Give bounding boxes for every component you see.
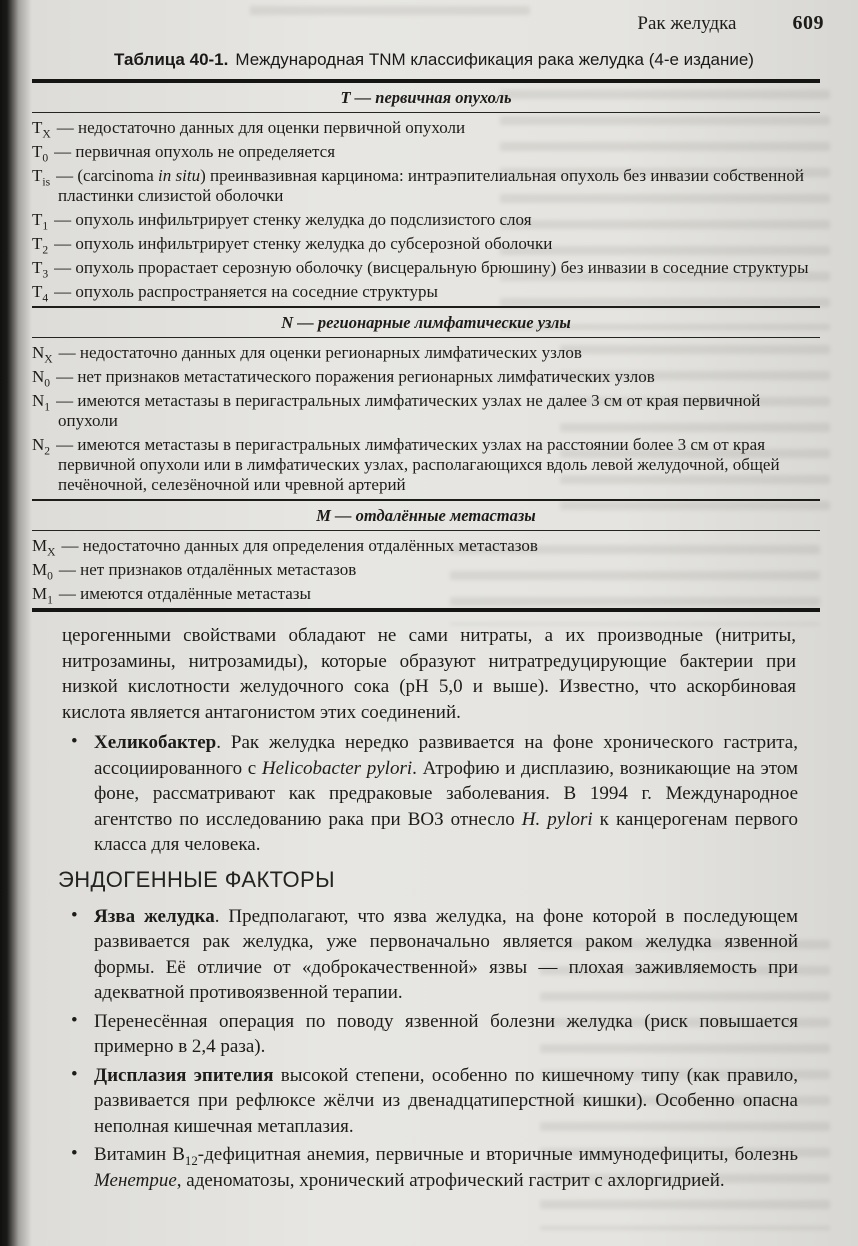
table-row [32,208,820,232]
table-row [32,256,820,280]
row-text: — имеются метастазы в перигастральных лимфатических узлах на расстоянии более 3 см от края первичной опухоли или в лимфатических узлах, располагающихся вдоль левой желудочной, общей печёночной, селезёночной или чревной артерий [56,435,780,494]
row-code: $N_0$ [32,367,51,390]
row-code: $Т_{is}$ [32,166,51,189]
scan-gutter-shadow [0,0,32,1246]
table-row [32,534,820,558]
row-code-subscript: 4 [42,291,49,305]
row-code-subscript: 1 [44,400,51,414]
row-code-subscript: 0 [44,376,51,390]
row-code-subscript: 1 [47,593,53,607]
section-rows [32,531,820,608]
row-text: — имеются метастазы в перигастральных лимфатических узлах не далее 3 см от края первичной опухоли [56,391,761,430]
row-text: — опухоль прорастает серозную оболочку (висцеральную брюшину) без инвазии в соседние структуры [54,258,809,277]
body-paragraph: церогенными свойствами обладают не сами нитраты, а их производные (нитриты, нитрозамины, нитрозамиды), которые образуют нитратредуцирующие бактерии при низкой кислотности желудочного сока (рН 5,0 и выше). Известно, что аскорбиновая кислота является антагонистом этих соединений. [62,625,796,723]
row-code-subscript: 2 [44,444,51,458]
list-item [68,1142,798,1193]
row-text: — опухоль распространяется на соседние структуры [54,282,438,301]
table-row [32,389,820,433]
section-heading-endogenous-factors: ЭНДОГЕННЫЕ ФАКТОРЫ [58,866,335,892]
table-row [32,164,820,208]
list-item-text: Перенесённая операция по поводу язвенной болезни желудка (риск повышается примерно в 2,4 раза). [94,1010,798,1057]
row-code: $Т_0$ [32,142,49,165]
exogenous-bullet-list [68,730,798,858]
table-section-m [32,499,820,608]
list-item-text: Язва желудка. Предполагают, что язва желудка, на фоне которой в последующем развивается рак желудка, уже первоначально является раком желудка язвенной формы. Её отличие от «доброкачественной» язвы — плохая заживляемость при адекватной противоязвенной терапии. [94,905,799,1003]
table-caption-text: Международная TNM классификация рака желудка (4-е издание) [235,50,754,69]
page-number: 609 [792,12,824,34]
row-code: $Т_4$ [32,282,49,305]
row-text: — недостаточно данных для оценки регионарных лимфатических узлов [58,343,582,362]
section-header-distant-metastases: М — отдалённые метастазы [32,501,820,531]
list-item-text: Дисплазия эпителия высокой степени, особенно по кишечному типу (как правило, развивается при рефлюксе жёлчи из двенадцатиперстной кишки). Особенно опасна неполная кишечная метаплазия. [94,1064,798,1137]
table-section-t [32,83,820,306]
row-code-subscript: 2 [42,243,49,257]
row-code: $М_X$ [32,536,56,559]
row-code-subscript: is [42,175,51,189]
row-text: — опухоль инфильтрирует стенку желудка до подслизистого слоя [54,210,532,229]
running-header [38,12,830,35]
table-row [32,232,820,256]
row-code: $М_1$ [32,584,53,607]
row-text: — нет признаков отдалённых метастазов [58,560,357,579]
row-text: — имеются отдалённые метастазы [58,584,311,603]
table-row [32,433,820,497]
row-code-subscript: 0 [42,151,49,165]
bullet-marker: • [71,1063,78,1085]
tnm-classification-table [32,79,820,612]
list-item-text: Витамин $В_{12}$-дефицитная анемия, первичные и вторичные иммунодефициты, болезнь Менетрие, аденоматозы, хронический атрофический гастрит с ахлоргидрией. [94,1144,798,1191]
row-text: — опухоль инфильтрирует стенку желудка до субсерозной оболочки [54,234,553,253]
row-code-subscript: X [47,545,56,559]
bullet-marker: • [71,904,78,926]
bullet-marker: • [71,1143,78,1164]
row-code-subscript: X [42,127,51,141]
page-content [32,0,830,1193]
row-code: $N_X$ [32,343,53,366]
row-code: $N_1$ [32,391,51,414]
list-item [68,730,798,858]
table-section-n [32,306,820,499]
row-code: $М_0$ [32,560,53,583]
row-code: $Т_X$ [32,118,51,141]
running-title: Рак желудка [637,13,737,34]
table-row [32,582,820,606]
row-code-subscript: 0 [47,569,53,583]
section-rows [32,338,820,499]
table-row [32,365,820,389]
row-code: $Т_2$ [32,234,49,257]
row-text: — первичная опухоль не определяется [54,142,336,161]
table-row [32,116,820,140]
table-caption-label: Таблица 40-1. [114,50,229,69]
row-code-subscript: 1 [42,219,49,233]
table-caption [38,50,830,70]
table-row [32,280,820,304]
row-text: — недостаточно данных для определения отдалённых метастазов [61,536,538,555]
section-header-regional-nodes: N — регионарные лимфатические узлы [32,308,820,338]
list-item [68,1063,798,1140]
bullet-marker: • [71,731,78,752]
endogenous-bullet-list [68,904,798,1194]
row-code-subscript: 3 [42,267,49,281]
table-row [32,341,820,365]
row-code: $Т_3$ [32,258,49,281]
table-row [32,558,820,582]
section-rows [32,113,820,306]
list-item-text: Хеликобактер. Рак желудка нередко развивается на фоне хронического гастрита, ассоциированного с Helicobacter pylori. Атрофию и дисплазию, возникающие на этом фоне, рассматривают как предраковые заболевания. В 1994 г. Международное агентство по исследованию рака при ВОЗ отнесло H. pylori к канцерогенам первого класса для человека. [94,732,798,855]
row-code-subscript: X [44,352,53,366]
row-code: $N_2$ [32,435,51,458]
row-text: — недостаточно данных для оценки первичной опухоли [56,118,466,137]
section-header-primary-tumor: Т — первичная опухоль [32,83,820,113]
list-item [68,1009,798,1060]
bullet-marker: • [71,1009,78,1031]
row-code: $Т_1$ [32,210,49,233]
table-row [32,140,820,164]
list-item [68,904,798,1006]
row-text: — (carcinoma in situ) преинвазивная карцинома: интраэпителиальная опухоль без инвазии собственной пластинки слизистой оболочки [56,166,804,205]
row-text: — нет признаков метастатического поражения регионарных лимфатических узлов [56,367,655,386]
